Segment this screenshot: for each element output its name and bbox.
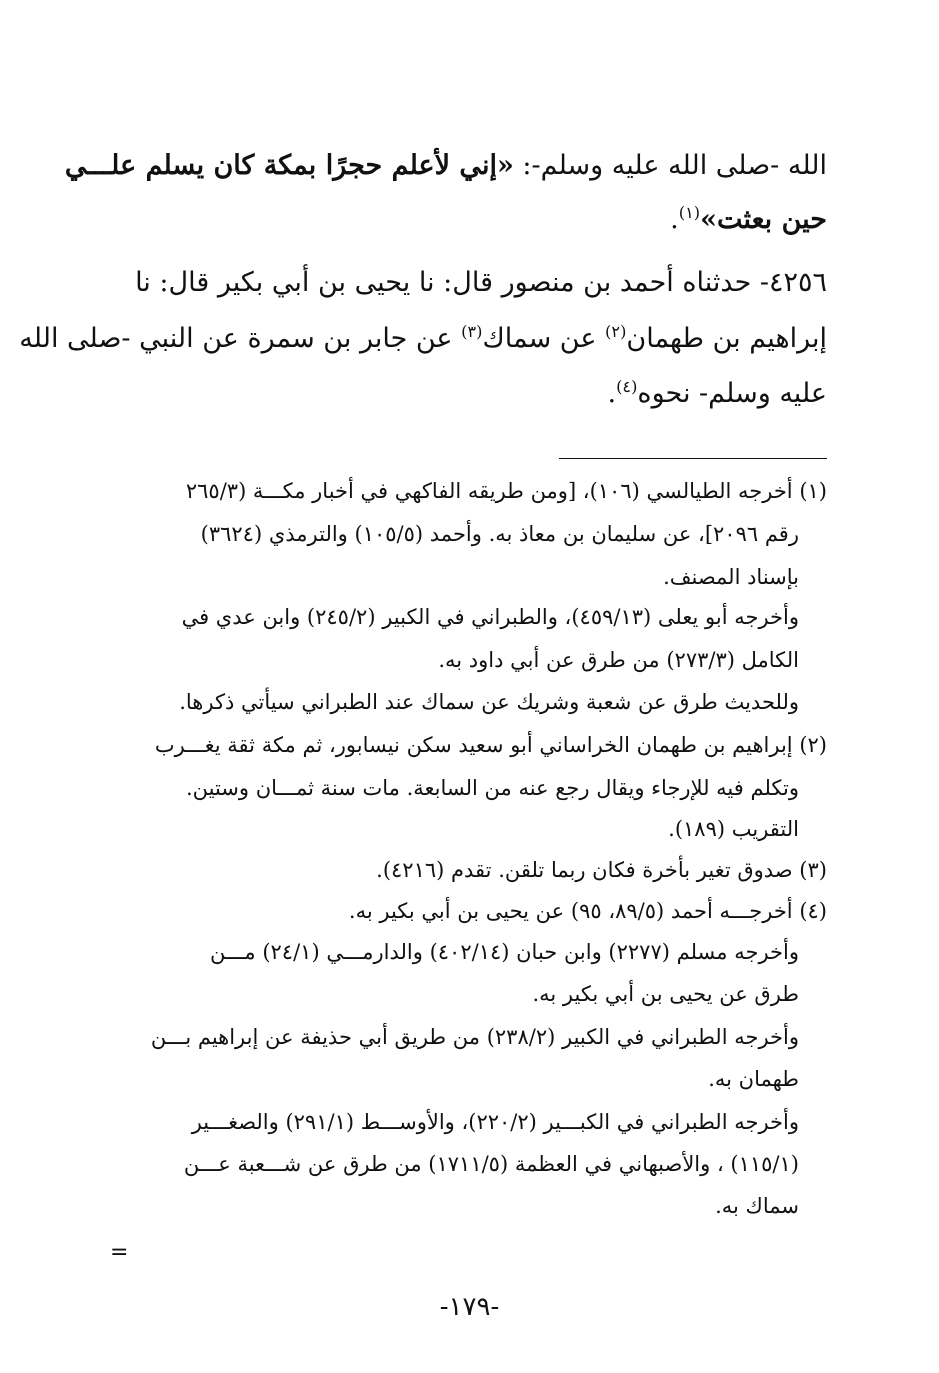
footnote-line: طهمان به. <box>708 1067 799 1091</box>
main-text-line-1 <box>65 150 827 181</box>
footnote-line: وأخرجه الطبراني في الكبير (٢٣٨/٢) من طريق أبي حذيفة عن إبراهيم بـــن <box>150 1025 799 1049</box>
footnote-line: (٢) إبراهيم بن طهمان الخراساني أبو سعيد سكن نيسابور، ثم مكة ثقة يغـــرب <box>154 733 827 757</box>
main-bold-quote-end: حين بعثت» <box>700 204 827 235</box>
hadith-text: عليه وسلم- نحوه <box>637 378 827 409</box>
footnote-line: وللحديث طرق عن شعبة وشريك عن سماك عند الطبراني سيأتي ذكرها. <box>179 690 799 714</box>
footnote-line: سماك به. <box>715 1194 799 1218</box>
punctuation: . <box>670 204 679 235</box>
footnote-line: بإسناد المصنف. <box>663 565 799 589</box>
footnote-line: (٤) أخرجـــه أحمد (٨٩/٥، ٩٥) عن يحيى بن أبي بكير به. <box>348 899 827 923</box>
footnote-line: الكامل (٢٧٣/٣) من طرق عن أبي داود به. <box>438 648 799 672</box>
narrator-chain: عن جابر بن سمرة عن النبي -صلى الله <box>19 323 462 354</box>
footnote-line: وتكلم فيه للإرجاء ويقال رجع عنه من السابعة. مات سنة ثمـــان وستين. <box>185 776 799 800</box>
hadith-4256-line-1: ٤٢٥٦- حدثناه أحمد بن منصور قال: نا يحيى بن أبي بكير قال: نا <box>135 267 827 298</box>
main-plain-text: الله -صلى الله عليه وسلم-: <box>513 150 827 181</box>
footnote-line: وأخرجه الطبراني في الكبـــير (٢٢٠/٢)، والأوســـط (٢٩١/١) والصغـــير <box>191 1110 799 1134</box>
hadith-4256-line-2 <box>19 322 827 354</box>
footnote-line: طرق عن يحيى بن أبي بكير به. <box>532 982 799 1006</box>
narrator-name: عن سماك <box>482 323 606 354</box>
page-number: -١٧٩- <box>439 1292 500 1322</box>
narrator-name: إبراهيم بن طهمان <box>626 323 827 354</box>
footnote-ref-2: (٢) <box>605 322 627 341</box>
continuation-mark: = <box>110 1240 129 1265</box>
punctuation: . <box>607 378 617 409</box>
footnote-separator <box>559 458 827 459</box>
footnote-line: التقريب (١٨٩). <box>668 817 799 841</box>
footnote-ref-1: (١) <box>678 203 701 222</box>
footnote-line: وأخرجه مسلم (٢٢٧٧) وابن حبان (٤٠٢/١٤) والدارمـــي (٢٤/١) مـــن <box>209 940 799 964</box>
footnote-ref-3: (٣) <box>461 322 483 341</box>
hadith-4256-line-3 <box>607 377 827 409</box>
main-text-line-2 <box>670 203 827 235</box>
footnote-line: (١) أخرجه الطيالسي (١٠٦)، [ومن طريقه الفاكهي في أخبار مكـــة (٢٦٥/٣ <box>185 479 827 503</box>
footnote-line: (١١٥/١) ، والأصبهاني في العظمة (١٧١١/٥) من طرق عن شـــعبة عـــن <box>183 1152 799 1176</box>
footnote-ref-4: (٤) <box>616 377 638 396</box>
footnote-line: وأخرجه أبو يعلى (٤٥٩/١٣)، والطبراني في الكبير (٢٤٥/٢) وابن عدي في <box>181 605 799 629</box>
footnote-line: رقم ٢٠٩٦]، عن سليمان بن معاذ به. وأحمد (١٠٥/٥) والترمذي (٣٦٢٤) <box>200 522 799 546</box>
footnote-line: (٣) صدوق تغير بأخرة فكان ربما تلقن. تقدم (٤٢١٦). <box>376 858 827 882</box>
main-bold-quote: «إني لأعلم حجرًا بمكة كان يسلم علـــي <box>64 150 514 181</box>
